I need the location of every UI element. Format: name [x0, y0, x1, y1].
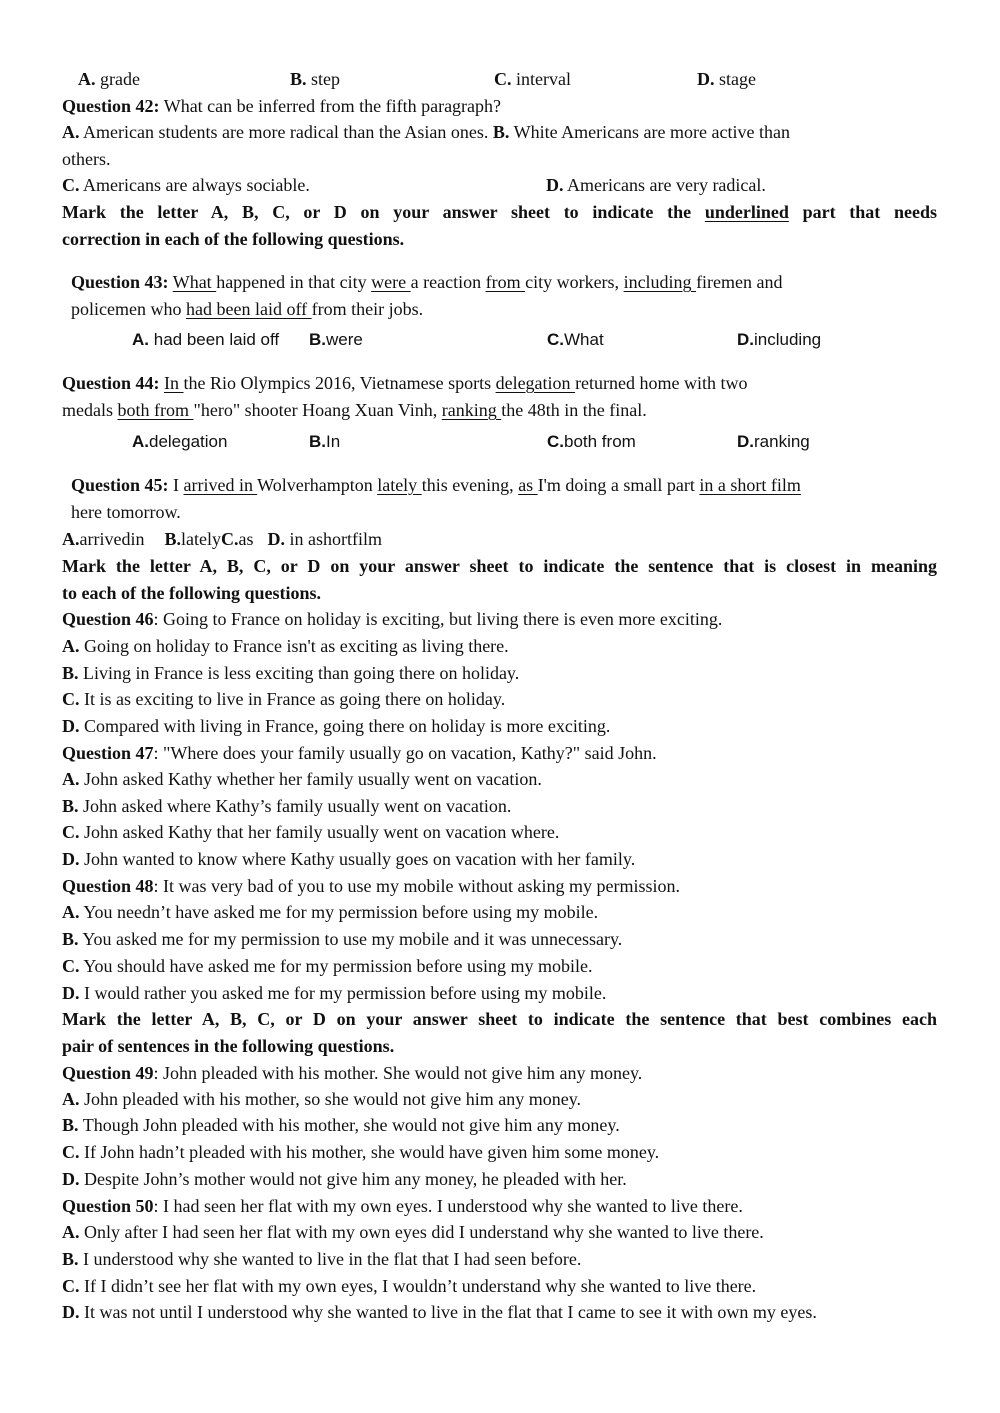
q41-option-c: C. interval [494, 69, 571, 89]
q45-stem-cont: here tomorrow. [71, 502, 181, 522]
q46-stem: Question 46: Going to France on holiday is exciting, but living there is even more exciting. [62, 609, 723, 629]
q42-stem: Question 42: What can be inferred from the fifth paragraph? [62, 96, 502, 116]
section-instruction-meaning-cont: to each of the following questions. [62, 583, 322, 603]
q41-option-b: B. step [290, 69, 341, 89]
q44-option-d: D.ranking [737, 432, 810, 451]
q44-stem-cont: medals both from "hero" shooter Hoang Xuan Vinh, ranking the 48th in the final. [62, 400, 647, 420]
q49-stem: Question 49: John pleaded with his mother. She would not give him any money. [62, 1063, 643, 1083]
section-instruction-meaning: Mark the letter A, B, C, or D on your answer sheet to indicate the sentence that is closest in meaning [62, 556, 937, 576]
q44-option-b: B.In [309, 432, 341, 451]
q42-option-d: D. Americans are very radical. [546, 175, 766, 195]
q46-option-c: C. It is as exciting to live in France as going there on holiday. [62, 689, 506, 709]
q46-option-b: B. Living in France is less exciting than going there on holiday. [62, 663, 520, 683]
section-instruction-combine-cont: pair of sentences in the following questions. [62, 1036, 395, 1056]
q47-option-d: D. John wanted to know where Kathy usually goes on vacation with her family. [62, 849, 636, 869]
q43-stem: Question 43: What happened in that city were a reaction from city workers, including firemen and [71, 272, 783, 292]
q43-option-a: A. had been laid off [132, 330, 280, 349]
section-instruction-error: Mark the letter A, B, C, or D on your answer sheet to indicate the underlined part that needs [62, 202, 938, 222]
q43-stem-cont: policemen who had been laid off from their jobs. [71, 299, 424, 319]
q50-stem: Question 50: I had seen her flat with my own eyes. I understood why she wanted to live there. [62, 1196, 743, 1216]
q50-option-d: D. It was not until I understood why she wanted to live in the flat that I came to see it with own my eyes. [62, 1302, 817, 1322]
q43-option-d: D.including [737, 330, 822, 349]
q48-stem: Question 48: It was very bad of you to use my mobile without asking my permission. [62, 876, 680, 896]
q43-option-c: C.What [547, 330, 604, 349]
q48-option-c: C. You should have asked me for my permission before using my mobile. [62, 956, 593, 976]
section-instruction-error-cont: correction in each of the following questions. [62, 229, 405, 249]
q45-options: A.arrivedin B.latelyC.as D. in ashortfilm [62, 529, 382, 549]
q44-option-a: A.delegation [132, 432, 228, 451]
q46-option-a: A. Going on holiday to France isn't as exciting as living there. [62, 636, 509, 656]
q42-option-c: C. Americans are always sociable. [62, 175, 310, 195]
q48-option-d: D. I would rather you asked me for my permission before using my mobile. [62, 983, 607, 1003]
q47-stem: Question 47: "Where does your family usually go on vacation, Kathy?" said John. [62, 743, 657, 763]
q41-option-d: D. stage [697, 69, 756, 89]
q49-option-d: D. Despite John’s mother would not give him any money, he pleaded with her. [62, 1169, 627, 1189]
q48-option-a: A. You needn’t have asked me for my permission before using my mobile. [62, 902, 599, 922]
section-instruction-combine: Mark the letter A, B, C, or D on your answer sheet to indicate the sentence that best combines each [62, 1009, 937, 1029]
q47-option-c: C. John asked Kathy that her family usually went on vacation where. [62, 822, 560, 842]
q44-stem: Question 44: In the Rio Olympics 2016, Vietnamese sports delegation returned home with two [62, 373, 748, 393]
q43-option-b: B.were [309, 330, 363, 349]
q48-option-b: B. You asked me for my permission to use my mobile and it was unnecessary. [62, 929, 623, 949]
q47-option-b: B. John asked where Kathy’s family usually went on vacation. [62, 796, 512, 816]
q46-option-d: D. Compared with living in France, going there on holiday is more exciting. [62, 716, 611, 736]
q50-option-a: A. Only after I had seen her flat with my own eyes did I understand why she wanted to live there. [62, 1222, 764, 1242]
q50-option-c: C. If I didn’t see her flat with my own eyes, I wouldn’t understand why she wanted to live there. [62, 1276, 757, 1296]
q41-option-a: A. grade [78, 69, 140, 89]
q42-option-b-cont: others. [62, 149, 111, 169]
q50-option-b: B. I understood why she wanted to live in the flat that I had seen before. [62, 1249, 582, 1269]
q49-option-c: C. If John hadn’t pleaded with his mother, she would have given him some money. [62, 1142, 660, 1162]
q44-option-c: C.both from [547, 432, 636, 451]
q49-option-a: A. John pleaded with his mother, so she would not give him any money. [62, 1089, 582, 1109]
q47-option-a: A. John asked Kathy whether her family usually went on vacation. [62, 769, 542, 789]
q49-option-b: B. Though John pleaded with his mother, she would not give him any money. [62, 1115, 620, 1135]
q45-stem: Question 45: I arrived in Wolverhampton lately this evening, as I'm doing a small part in a short film [71, 475, 801, 495]
q42-options-ab: A. American students are more radical than the Asian ones. B. White Americans are more active than [62, 122, 790, 142]
